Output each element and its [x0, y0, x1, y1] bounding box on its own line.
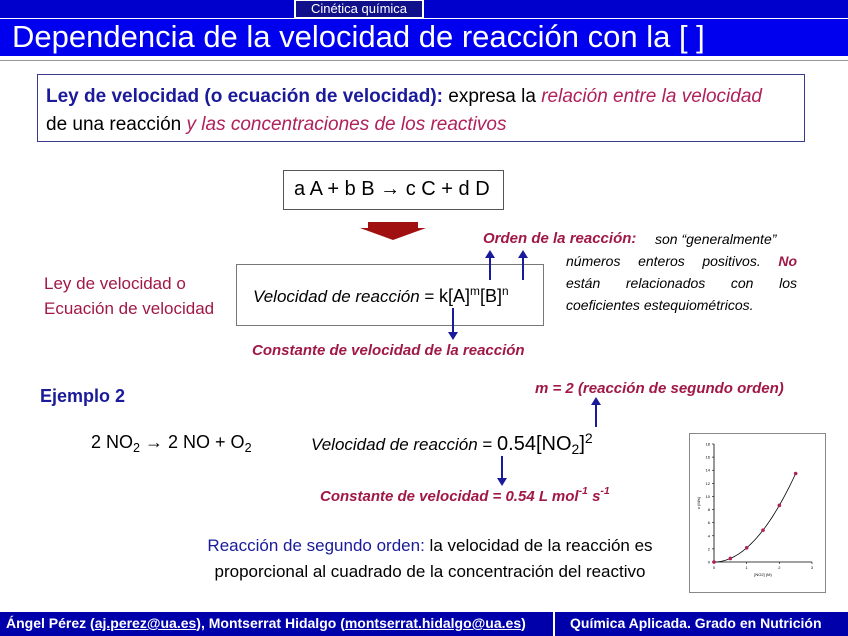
example-product-sub: 2	[244, 441, 252, 455]
rate-law-m: m	[470, 284, 480, 298]
rate-law-lhs: Velocidad de reacción	[253, 287, 420, 306]
footer-author-2: ), Montserrat Hidalgo (	[196, 615, 345, 631]
order-note-line-4: coeficientes estequiométricos.	[566, 297, 754, 313]
footer-authors	[6, 615, 526, 631]
order-note-line-2	[566, 253, 797, 269]
slide-title: Dependencia de la velocidad de reacción con la [ ]	[12, 19, 705, 54]
footer-course: Química Aplicada. Grado en Nutrición	[570, 615, 822, 631]
top-bar	[0, 0, 848, 18]
example-rate-sub: 2	[571, 441, 580, 457]
example-k-exp1: -1	[578, 485, 588, 497]
down-arrow-k2-icon	[496, 456, 508, 486]
rate-law-a: [A]	[448, 286, 471, 306]
chart-x-tick-label: 1	[745, 565, 748, 570]
chart-y-tick-label: 0	[707, 559, 710, 565]
order-note-line-1: son “generalmente”	[655, 231, 777, 247]
chart-y-label: v (M/s)	[696, 496, 701, 510]
chart-point	[712, 560, 716, 564]
example-k-exp2: -1	[600, 485, 610, 497]
chart-frame	[689, 433, 826, 593]
example-products: → 2 NO + O	[140, 432, 245, 452]
chart-point	[745, 546, 749, 550]
example-rate-lhs: Velocidad de reacción	[311, 435, 478, 454]
definition-line-2	[46, 114, 507, 136]
rate-law-k: k	[439, 286, 449, 306]
chart-y-tick-label: 4	[707, 533, 710, 539]
second-order-line-1: la velocidad de la reacción es	[424, 536, 653, 555]
example-reaction	[91, 432, 252, 455]
up-arrow-n-icon	[517, 250, 529, 280]
chart-y-tick-label: 2	[707, 546, 710, 552]
chart-x-tick-label: 3	[810, 565, 814, 570]
rate-law-equals: =	[419, 287, 440, 306]
rate-law-equation	[253, 284, 509, 307]
chart-point	[729, 557, 733, 561]
footer-author-1: Ángel Pérez (	[6, 615, 95, 631]
footer-author-end: )	[521, 615, 526, 631]
chart-y-tick-label: 16	[705, 454, 710, 460]
rate-chart	[690, 434, 825, 592]
down-arrow-icon	[360, 222, 426, 240]
order-note-title: Orden de la reacción:	[483, 230, 637, 247]
example-rate-equals: =	[477, 435, 498, 454]
down-arrow-k-icon	[447, 308, 459, 340]
chart-y-tick-label: 14	[705, 467, 710, 473]
chart-y-tick-label: 12	[705, 480, 710, 486]
example-title: Ejemplo 2	[40, 386, 126, 406]
definition-line-1	[46, 86, 762, 108]
chart-y-tick-label: 6	[707, 520, 710, 526]
chart-trend-line	[714, 474, 796, 563]
second-order-lead: Reacción de segundo orden:	[207, 536, 425, 555]
example-reactant: 2 NO	[91, 432, 134, 452]
order-note-line-2a: números enteros positivos.	[566, 253, 761, 269]
chart-y-tick-label: 18	[705, 441, 710, 447]
up-arrow-order-icon	[590, 397, 602, 427]
example-reactant-sub: 2	[133, 441, 141, 455]
definition-text-1: expresa la	[443, 86, 542, 107]
definition-italic-2: y las concentraciones de los reactivos	[186, 114, 507, 135]
second-order-statement	[140, 533, 720, 585]
up-arrow-m-icon	[484, 250, 496, 280]
order-note-line-3: están relacionados con los	[566, 275, 797, 291]
rate-law-label-2: Ecuación de velocidad	[44, 299, 215, 318]
example-k-mid: s	[587, 488, 601, 505]
general-reaction: a A + b B → c C + d D	[294, 178, 490, 200]
course-tab[interactable]: Cinética química	[296, 1, 422, 17]
rate-law-b: [B]	[479, 286, 502, 306]
chart-x-label: [NO2] (M)	[754, 572, 772, 577]
chart-y-tick-label: 10	[705, 493, 710, 499]
chart-point	[794, 472, 798, 476]
chart-point	[761, 528, 765, 532]
chart-point	[778, 504, 782, 508]
chart-x-tick-label: 2	[778, 565, 781, 570]
example-order-label: m = 2 (reacción de segundo orden)	[535, 380, 784, 397]
example-rate-k: 0.54[NO	[497, 433, 572, 455]
second-order-line-2: proporcional al cuadrado de la concentración del reactivo	[214, 562, 646, 581]
order-note-no: No	[778, 253, 798, 269]
definition-term: Ley de velocidad (o ecuación de velocidad):	[46, 86, 443, 107]
example-rate-constant	[320, 485, 610, 505]
example-rate-close: ]	[579, 433, 585, 455]
definition-italic-1: relación entre la velocidad	[541, 86, 762, 107]
footer-email-1-link[interactable]: aj.perez@ua.es	[94, 615, 197, 631]
title-divider	[0, 56, 848, 61]
footer-email-2-link[interactable]: montserrat.hidalgo@ua.es	[344, 615, 522, 631]
definition-text-2: de una reacción	[46, 114, 187, 135]
rate-law-n: n	[501, 284, 509, 298]
example-rate-exp: 2	[584, 430, 593, 446]
chart-x-tick-label: 0	[712, 565, 716, 570]
example-k-text: Constante de velocidad = 0.54 L mol	[320, 488, 579, 505]
rate-constant-label: Constante de velocidad de la reacción	[252, 342, 525, 359]
example-rate-equation	[311, 430, 593, 457]
rate-law-label-1: Ley de velocidad o	[44, 274, 186, 293]
chart-y-tick-label: 8	[707, 507, 710, 513]
